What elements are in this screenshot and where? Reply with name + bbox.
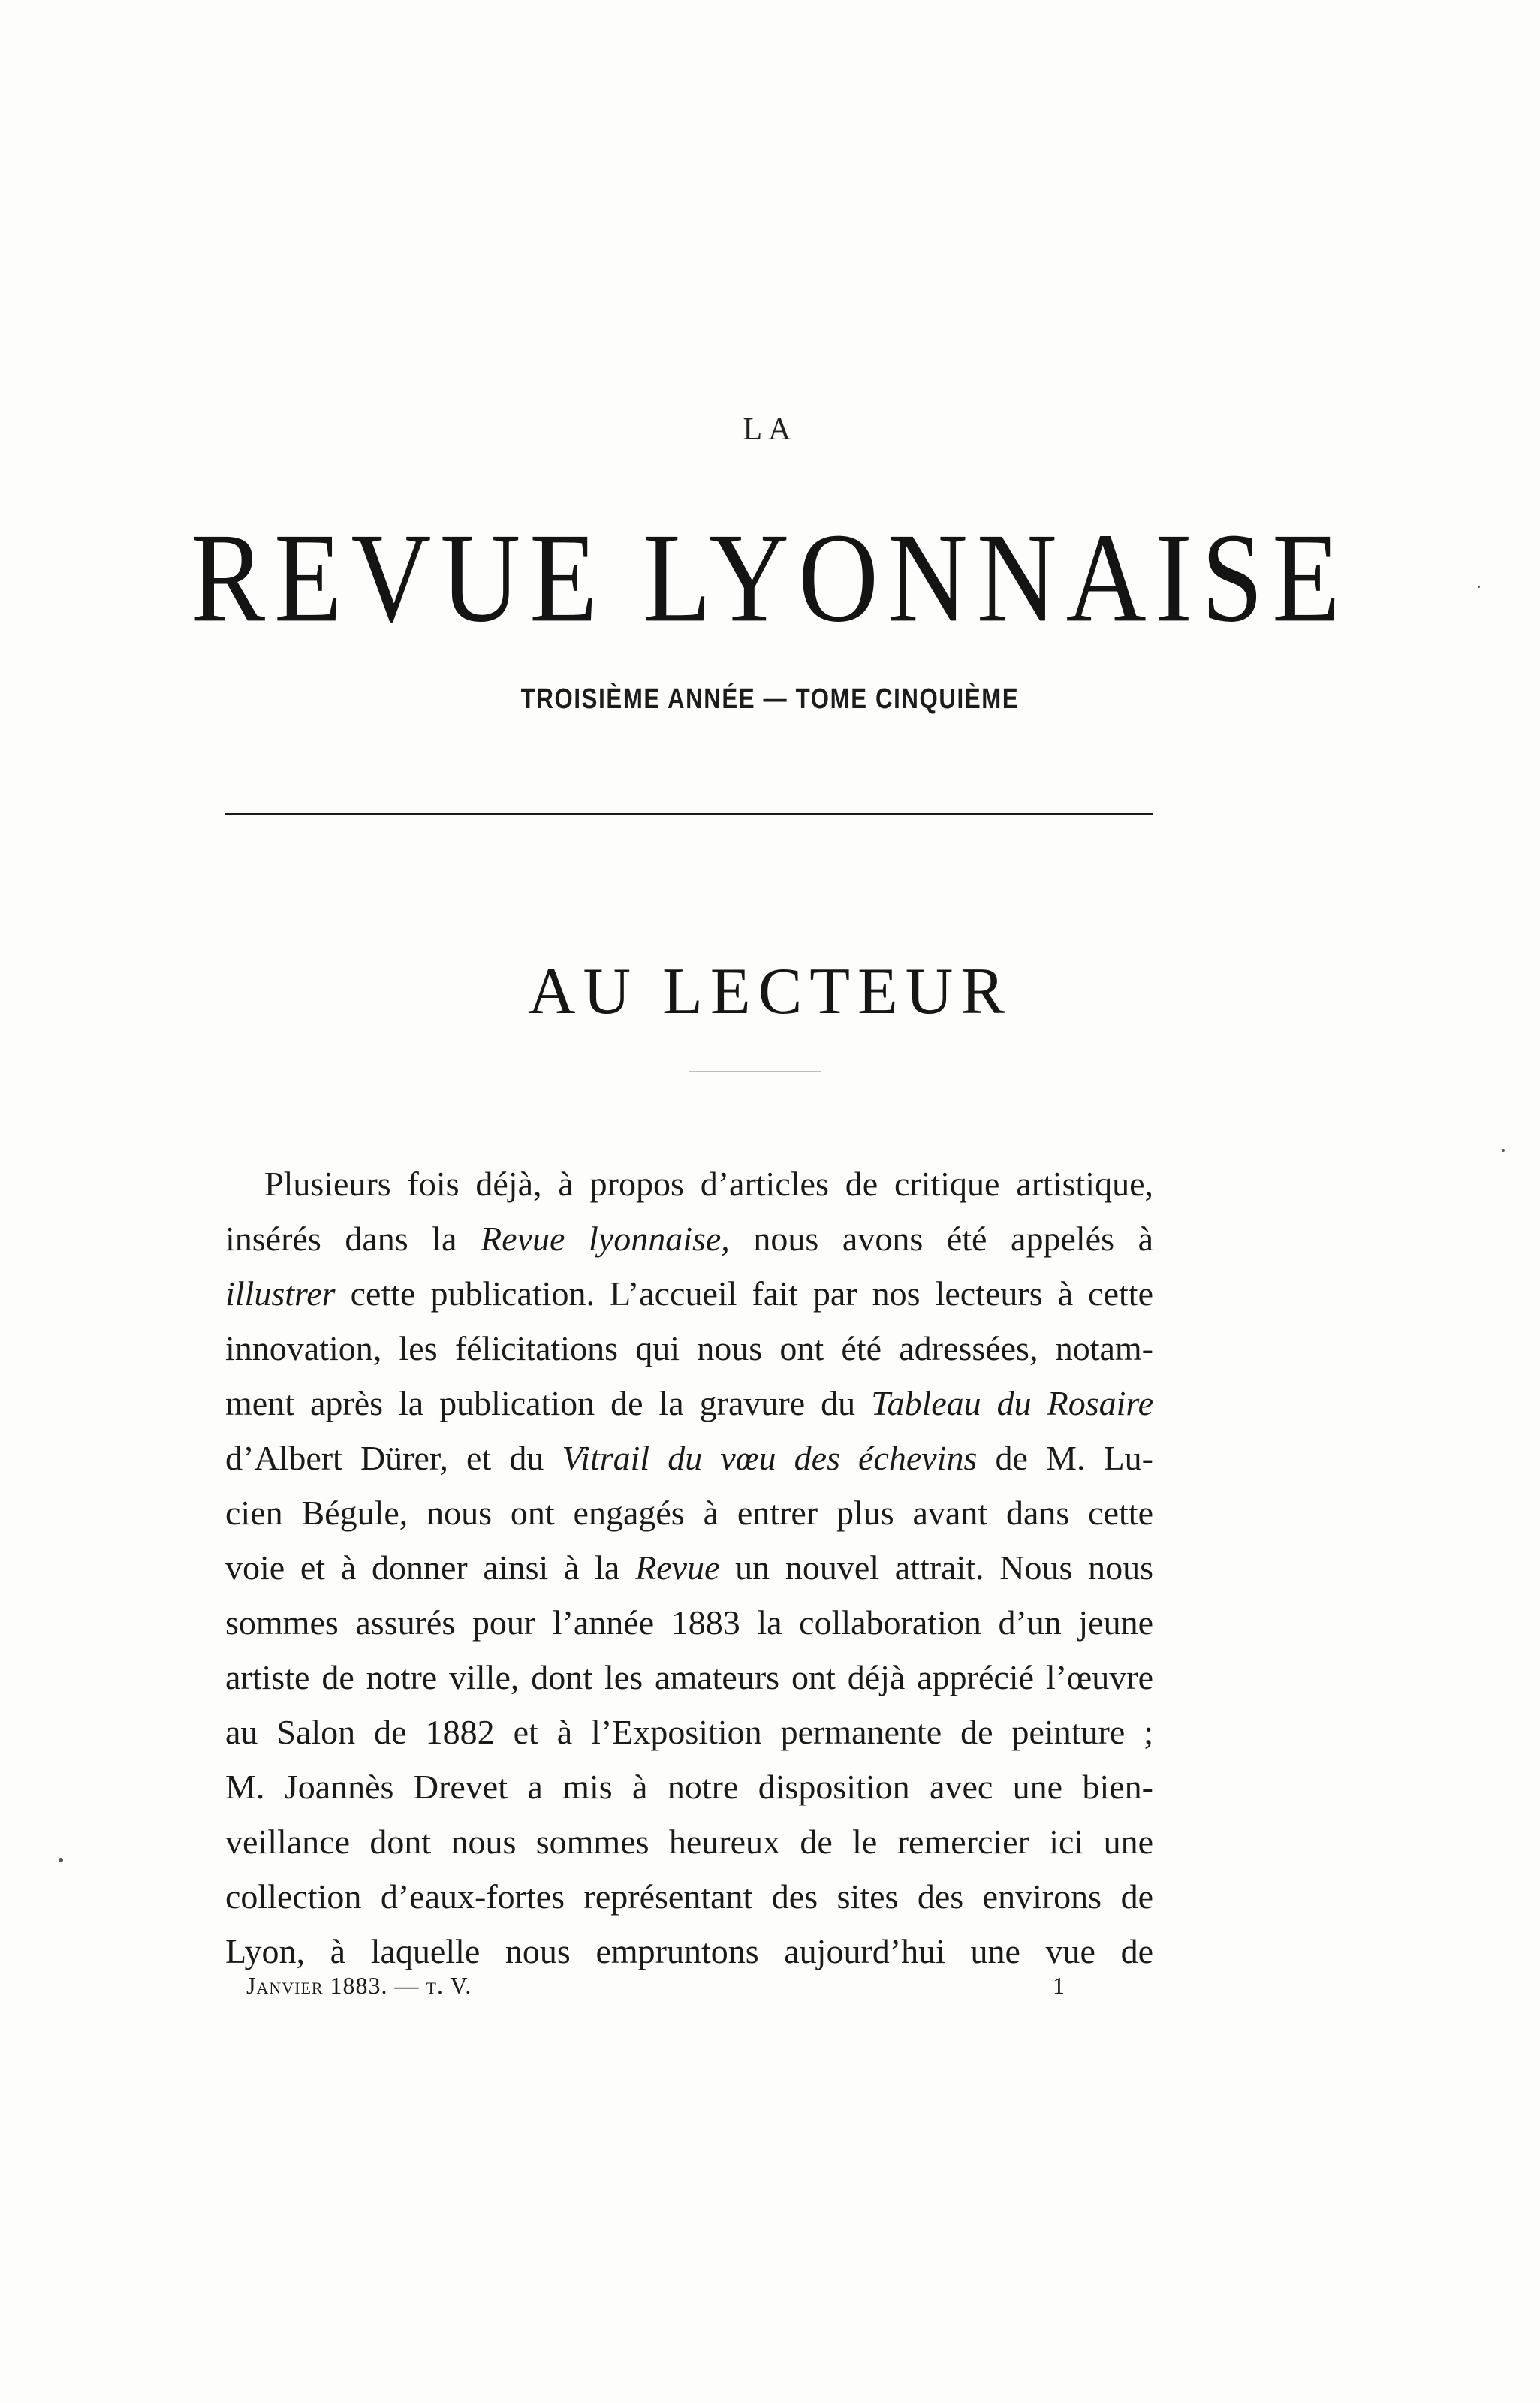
paper-speck	[59, 1858, 63, 1862]
body-line: Plusieurs fois déjà, à propos d’articles de critique artistique,	[264, 1165, 1153, 1203]
body-line: insérés dans la Revue lyonnaise, nous avons été appelés à	[225, 1220, 1153, 1258]
body-line: cien Bégule, nous ont engagés à entrer plus avant dans cette	[225, 1494, 1153, 1532]
section-divider	[689, 1071, 821, 1072]
paper-speck	[1502, 1149, 1505, 1152]
body-line: illustrer cette publication. L’accueil fait par nos lecteurs à cette	[225, 1274, 1153, 1313]
body-line: veillance dont nous sommes heureux de le remercier ici une	[225, 1823, 1153, 1861]
page-number: 1	[1053, 1972, 1065, 1999]
journal-overline: LA	[743, 412, 797, 447]
article-body	[225, 1156, 1153, 1979]
issue-label: Janvier 1883. — t. V.	[246, 1972, 472, 1999]
body-line: au Salon de 1882 et à l’Exposition permanente de peinture ;	[225, 1713, 1153, 1751]
body-line: collection d’eaux-fortes représentant des sites des environs de	[225, 1877, 1153, 1916]
body-line: voie et à donner ainsi à la Revue un nouvel attrait. Nous nous	[225, 1548, 1153, 1587]
body-line: M. Joannès Drevet a mis à notre disposition avec une bien-	[225, 1768, 1153, 1806]
journal-title: REVUE LYONNAISE	[191, 507, 1349, 650]
body-line: artiste de notre ville, dont les amateurs ont déjà apprécié l’œuvre	[225, 1658, 1153, 1696]
body-line: ment après la publication de la gravure du Tableau du Rosaire	[225, 1384, 1153, 1422]
body-line: Lyon, à laquelle nous empruntons aujourd’hui une vue de	[225, 1932, 1153, 1970]
journal-subtitle: TROISIÈME ANNÉE — TOME CINQUIÈME	[520, 683, 1020, 715]
body-line: innovation, les félicitations qui nous ont été adressées, notam-	[225, 1329, 1153, 1367]
section-title: AU LECTEUR	[527, 955, 1013, 1028]
body-line: sommes assurés pour l’année 1883 la collaboration d’un jeune	[225, 1603, 1153, 1642]
paper-speck	[1478, 586, 1480, 588]
body-line: d’Albert Dürer, et du Vitrail du vœu des échevins de M. Lu-	[225, 1439, 1153, 1477]
header-divider	[225, 813, 1153, 815]
